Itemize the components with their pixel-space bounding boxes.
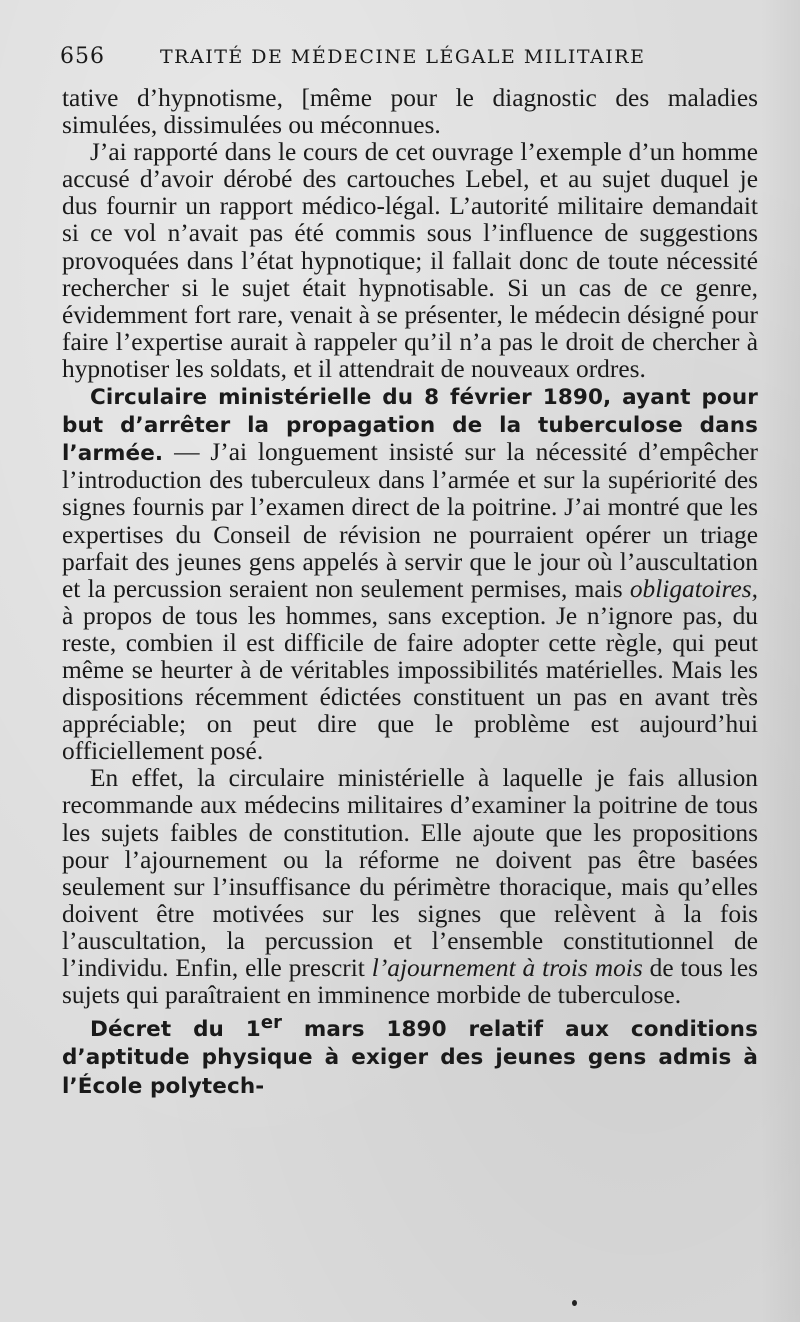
paragraph-continuation [62,85,758,139]
paragraph-hypnosis-case [62,139,758,383]
paragraph-circulaire [62,383,758,765]
page-edge-shadow [760,0,800,1322]
heading-text: Décret du 1 [90,1017,261,1043]
paragraph-en-effet [62,765,758,1009]
paragraph-decret [62,1009,758,1099]
section-heading-circulaire: Circulaire ministérielle du 8 février 1890, ayant pour but d’arrêter la propagation de la tuberculose dans l’armée. [62,385,758,467]
heading-text: mars 1890 relatif aux conditions d’aptitude physique à exiger des jeunes gens admis à l’École polytech- [62,1017,758,1099]
superscript: er [260,1012,283,1034]
paragraph-text: tative d’hypnotisme, [même pour le diagnostic des maladies simulées, dissimulées ou méconnues. [62,84,758,140]
italic-emphasis: obligatoires, [629,574,758,603]
ink-speck [572,1300,577,1306]
paragraph-text: — J’ai longuement insisté sur la nécessité d’empêcher l’introduction des tuberculeux dans l’armée et sur la supériorité des signes fournis par l’examen direct de la poitrine. J’ai montré que les expertises du Conseil de révision ne pourraient opérer un triage parfait des jeunes gens appelés à servir que le jour où l’auscultation et la percussion seraient non seulement permises, mais [62,438,758,603]
paragraph-text: J’ai rapporté dans le cours de cet ouvrage l’exemple d’un homme accusé d’avoir dérobé des cartouches Lebel, et au sujet duquel je dus fournir un rapport médico-légal. L’autorité militaire demandait si ce vol n’avait pas été commis sous l’influence de suggestions provoquées dans l’état hypnotique; il fallait donc de toute nécessité rechercher si le sujet était hypnotisable. Si un cas de ce genre, évidemment fort rare, venait à se présenter, le médecin désigné pour faire l’expertise aurait à rappeler qu’il n’a pas le droit de chercher à hypnotiser les soldats, et il attendrait de nouveaux ordres. [62,138,758,383]
section-heading-decret [62,1012,758,1099]
paragraph-text: En effet, la circulaire ministérielle à laquelle je fais allusion recommande aux médecins militaires d’examiner la poitrine de tous les sujets faibles de constitution. Elle ajoute que les propositions pour l’ajournement ou la réforme ne doivent pas être basées seulement sur l’insuffisance du périmètre thoracique, mais qu’elles doivent être motivées sur les signes que relèvent à la fois l’auscultation, la percussion et l’ensemble constitutionnel de l’individu. Enfin, elle prescrit [62,764,758,982]
running-title: TRAITÉ DE MÉDECINE LÉGALE MILITAIRE [160,46,646,68]
page-body [62,85,758,1100]
page-number: 656 [60,44,105,69]
italic-emphasis: l’ajournement à trois mois [371,954,643,982]
paragraph-text: de tous les sujets qui paraîtraient en imminence morbide de tuberculose. [62,954,758,1010]
page-header [60,44,760,74]
paragraph-text: à propos de tous les hommes, sans exception. Je n’ignore pas, du reste, combien il est difficile de faire adopter cette règle, qui peut même se heurter à de véritables impossibilités matérielles. Mais les dispositions récemment édictées constituent un pas en avant très appréciable; on peut dire que le problème est aujourd’hui officiellement posé. [62,601,758,766]
